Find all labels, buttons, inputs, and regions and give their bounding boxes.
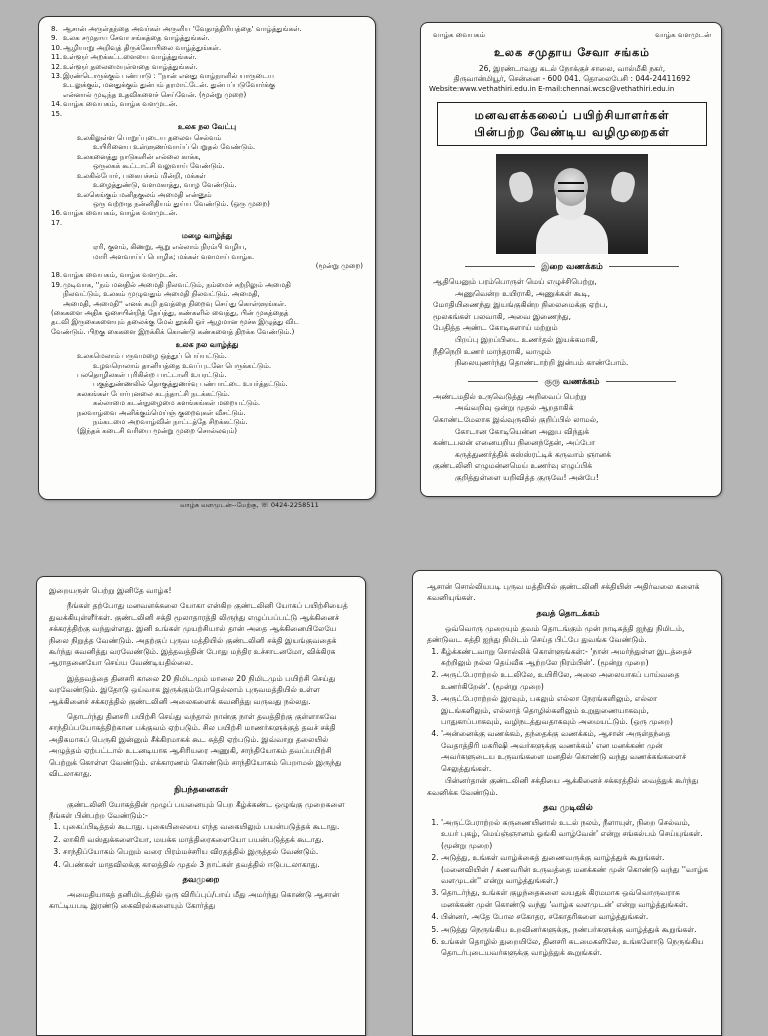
list-item: 3. தொடர்ந்து, உங்கள் குழந்தைகளை வயதுக் கிரமமாக ஒவ்வொருவராக மனக்கண் முன் கொண்டு வந்து 'வாழ்க வளமுடன்' என்று வாழ்த்துங்கள். xyxy=(441,887,709,910)
list-item: 3. சாந்திப்யோகம் பெறும் வரை பிரம்மச்சரிய விரதத்தில் இருத்தல் வேண்டும். xyxy=(63,846,353,857)
verse-line: உழைத்துண்டு, வளமகாத்து, வாழ வேண்டும். xyxy=(93,181,237,190)
meditation-start-list xyxy=(427,646,709,774)
line-number: 9. xyxy=(51,34,58,43)
glasses xyxy=(558,182,584,192)
numbered-line xyxy=(51,100,363,109)
numbered-line xyxy=(51,72,363,81)
guru-photo xyxy=(496,154,648,254)
item-17-number: 17. xyxy=(51,218,63,227)
list-item: 2. அடுத்து, உங்கள் வாழ்க்கைத் துணைவருக்கு வாழ்த்துக் கூறுங்கள். (மனைவியின் / கணவரின் உருவத்தை மனக்கண் முன் கொண்டு வந்து ''வாழ்க வளமுடன்'' என்று வாழ்த்துங்கள்.) xyxy=(441,852,709,886)
meditation-start-heading: தவத் தொடக்கம் xyxy=(536,608,600,619)
booklet-title xyxy=(437,102,707,146)
line-text: உள்ளூர் தலைமையுள்ளதை வாழ்த்துங்கள். xyxy=(63,62,198,71)
list-item: 2. அருட்பேராற்றல் உடலிலே, உயிரிலே, அலை அலையாகப் பாய்வதை உணர்கிறேன்'. (மூன்று முறை) xyxy=(441,669,709,692)
invocation-verse xyxy=(433,276,711,369)
note-line: வேண்டும். பிறகு கைகளை இறக்கிக் கொண்டு கண்களைத் திறக்க வேண்டும்.) xyxy=(51,327,295,336)
greeting-left: வாழ்க வையகம் xyxy=(433,31,486,39)
raised-hand-right xyxy=(609,170,638,204)
item-16: 16.வாழ்க வையகம், வாழ்க வளமுடன். xyxy=(51,209,178,218)
verse-line: உலகெங்கும் மனிதகுலம் அமைதி என்னும் xyxy=(77,190,212,199)
verse-line: ஆதியெனும் பரம்பொருள் மெய் எழுச்சிபெற்று, xyxy=(433,277,597,286)
line-text: வாழ்க வையகம், வாழ்க வளமுடன். xyxy=(63,100,178,109)
page-panel-prayers xyxy=(38,16,376,500)
verse-line: பிறப்பு இறப்பிடை உணர்தல் இயக்கமாகி, xyxy=(455,334,599,344)
title-line-2: பின்பற்ற வேண்டிய வழிமுறைகள் xyxy=(474,125,670,139)
line-text: முடிவாக, ''நம் மனதில் அமைதி நிலவட்டும், நம்மைச் சுற்றிலும் அமைதி xyxy=(63,280,291,289)
paragraph-2: இத்தவத்தை தினசரி காலை 20 நிமிடமும் மாலை 20 நிமிடமும் பயிற்சி செய்து வரவேண்டும். இதோடு ஒய்வாக இருக்கும்போதெல்லாம் புருவமத்தியில் உள்ள ஆக்கினைச் சக்கரத்தில் குண்டலினி அலைகளைக் கவனித்து வருவது நல்லது. xyxy=(49,673,336,706)
list-item: 2. லாகிரி வஸ்துக்களையோ, மயக்க மாத்திரைகளையோ பயன்படுத்தக் கூடாது. xyxy=(63,834,353,845)
verse-line: குறித்துள்ளை யறிவித்த குருவே! அன்பே! xyxy=(455,472,599,482)
address-line-2: திருவான்மியூர், சென்னை - 600 041. தொலைபேசி : 044-24411692 xyxy=(453,74,691,83)
line-number: 10. xyxy=(51,43,63,52)
verse-line: மூலகங்கள் பலவாகி, அவை இணைந்து, xyxy=(433,311,571,321)
line-number: 11. xyxy=(51,53,63,62)
item-19-closing xyxy=(51,281,363,309)
line-text: ஆழியாறு அறிவுத் திருக்கோயிலை வாழ்த்துங்கள். xyxy=(63,43,222,52)
verse-line: மோதியிணைந்து இயங்குகின்ற நிலைமைக்கு ஏற்ப, xyxy=(433,300,608,310)
page-panel-cover xyxy=(420,22,722,497)
verse-line: நிலையுணர்ந்து தொண்டாற்றி இன்பம் காண்போம். xyxy=(455,358,629,368)
verse-line: பகுத்துண்ணலில் தொகுத்துணர்வு பண்பாட்டை உயர்த்தட்டும். xyxy=(93,380,288,389)
closing-line xyxy=(51,290,363,299)
line-number: 14. xyxy=(51,100,63,109)
verse-line: ஒரு வற்றாத நன்னிதியம் துய்ய வேண்டும். (ஒரு முறை) xyxy=(93,199,270,208)
meditation-intro: ஆசான் சொல்லியபடி புருவ மத்தியில் குண்டலினி சக்தியின் அதிர்வலை களைக் கவனியுங்கள். xyxy=(427,582,700,603)
verse-line: கோடான கோடியென்ன அனுப விந்துக் xyxy=(455,426,590,436)
line-number: 12. xyxy=(51,62,63,71)
meditation-end-heading: தவ முடிவில் xyxy=(543,802,593,813)
title-line-1: மனவளக்கலைப் பயிற்சியாளர்கள் xyxy=(474,108,670,122)
conditions-heading: நிபந்தனைகள் xyxy=(174,784,228,795)
item-18: 18.வாழ்க வையகம், வாழ்க வளமுடன். xyxy=(51,271,178,280)
conditions-list xyxy=(49,821,353,870)
list-item: 1. புகைப்பிடித்தல் கூடாது. புகையிலையை எந்த வகையிலும் பயன்படுத்தக் கூடாது. xyxy=(63,821,353,832)
verse-line: அவ்வறிவு ஒன்று முதல் ஆறதாகிக் xyxy=(455,403,574,413)
numbered-line xyxy=(51,91,363,100)
list-item: 4. பெண்கள் மாதவிலக்கு காலத்தில் முதல் 3 நாட்கள் தவத்தில் ஈடுபடலாகாது. xyxy=(63,859,353,870)
line-number: 8. xyxy=(51,25,58,33)
paragraph-3: தொடர்ந்து தினசரி பயிற்சி செய்து வந்தால் நான்கு நாள் தவத்திற்கு குள்ளாகவே சாந்திப்பயோகத்திற்கான பக்குவம் ஏற்படும். சில பயிற்சி மாணர்களுக்குத் தவச் சக்தி அதிகமாகப் பெருகி இன்னும் சீக்கிரமாகக் கூட சுத்தி ஏற்படும். இவ்வாறு தலையில் அழுத்தம் ஏற்பட்டால் உடனடியாக ஆசிரியரை அணுகி, சாந்தியோகம் தவப்பயிற்சி பெற்றுக் கொள்ள வேண்டும். எக்காரணம் கொண்டும் சாந்தியோகம் பெறாமல் இருந்து விடலாகாது. xyxy=(49,712,342,779)
verse-line: உலகனைத்து நாடுகளின் எல்லை காக்க, xyxy=(77,152,201,161)
world-peace-verse xyxy=(51,134,363,209)
header-greetings xyxy=(433,31,711,40)
verse-line: கொண்டமேலாக இவ்வுருவில் குறிப்பில் லாமல், xyxy=(433,414,599,424)
numbered-line xyxy=(51,34,363,43)
verse-line: (மூன்று முறை) xyxy=(315,261,363,270)
line-text: இரண்டொருக்கும் பண்பாடு : ''நான் எனது வாழ்நாளில் யாருடைய xyxy=(63,72,274,81)
numbered-line xyxy=(51,63,363,72)
world-welfare-heading: உலக நல வாழ்த்து xyxy=(175,340,239,350)
page-panel-meditation xyxy=(412,570,722,1036)
line-text: நிலவட்டும், உலகம் முழுவதும் அமைதி நிலவட்டும். அமைதி, xyxy=(63,290,260,299)
robe xyxy=(536,214,608,254)
organization-name: உலக சமுதாய சேவா சங்கம் xyxy=(493,46,651,59)
paragraph-1: நீங்கள் தற்போது மனவளக்கலை யோகா என்கிற குண்டலினி யோகப் பயிற்சியைத் துவக்கியுள்ளீர்கள். குண்டலினி சக்தி மூலாதாரத்தி லிருந்து எழுப்பப்பட்டு ஆக்கினைச் சக்கரத்திற்கு வந்துள்ளது. இனி உங்கள் முயற்சியால் தான் அதை ஆக்கினையிலேயே நிலை நிறுத்த வேண்டும். அதற்குப் புருவ மத்தியில் குண்டலினி சக்தி இயங்குவதைக் கூர்ந்து கவனித்து வரவேண்டும். இத்தவத்தின் போது மந்திர உச்சாடனமோ, விக்கிரக ஆராதனையோ செய்ய வேண்டியதில்லை. xyxy=(49,601,348,668)
method-heading: தவமுறை xyxy=(182,874,220,885)
verse-line: மாரி அளவாய்ப் பொழிக; மக்கள் வளமாய் வாழ்க. xyxy=(93,252,255,261)
rain-blessing-heading: மழை வாழ்த்து xyxy=(181,231,233,241)
verse-line: கல்லாமை கடன்நுழைமை களங்கங்கள் மறையட்டும். xyxy=(93,399,261,408)
greeting-right: வாழ்க வளமுடன் xyxy=(655,31,711,39)
verse-line: உழவரொலாம் தானியத்தை உவப்புடனே பெருக்கட்டும். xyxy=(93,361,272,370)
note-line: (கைகளை அதிக ஓசையின்றித் தேய்த்து, கண்களில் வைத்து, பின் முகத்தைத் xyxy=(51,308,289,317)
verse-line: நீதிநெறி உணர் மாந்தராகி, வாழும் xyxy=(433,346,552,356)
invocation-heading: இறை வணக்கம் xyxy=(433,262,711,273)
list-item: 4. 'அன்னைக்கு வணக்கம், தந்தைக்கு வணக்கம், ஆசான் அருள்தந்தை வேதாத்திரி மகரிஷி அவர்களுக்கு வணக்கம்' என மனக்கண் முன் அவர்களுடைய உருவங்களை மனதில் கொண்டு வந்து வணக்கங்களைச் செலுத்துங்கள். xyxy=(441,728,709,774)
panel1-footer: வாழ்க வளமுடன்--மேற்கு, ☏ 0424-2258511 xyxy=(180,501,319,509)
meditation-start-para: ஒவ்வொரு முறையும் தவம் தொடங்கும் முன் நாடிசுத்தி ஐந்து நிமிடம், தண்டுவட சுத்தி ஐந்து நிமிடம் செய்த பிட்பே துவங்க வேண்டும். xyxy=(427,623,685,645)
world-peace-heading: உலக நல வேட்பு xyxy=(177,122,237,132)
verse-line: (இந்தக் கடைசி வரியை மூன்று முறை சொல்லவும்) xyxy=(77,427,237,436)
verse-line: குண்டலினி எழுமன்னமெய் உணர்வு எழுப்பிக் xyxy=(433,461,593,471)
numbered-line xyxy=(51,53,363,62)
verse-line: உலகமெலாம் பருவமழை ஒத்துப் பெய்யட்டும். xyxy=(77,352,227,361)
raised-hand-left xyxy=(507,170,536,204)
closing-line xyxy=(51,281,363,290)
numbered-line xyxy=(51,81,363,90)
verse-line: நம்கடமை அறவாழ்வின் நாட்டத்தே சிறக்கட்டும். xyxy=(93,418,248,427)
verse-line: உயிரினைய உள்ளுணர்வாய்ப் பெறுதல் வேண்டும். xyxy=(93,143,256,152)
verse-line: கலகங்கள் போர்புனலை கடந்தாட்சி நடக்கட்டும். xyxy=(77,389,230,398)
closing-instruction-note xyxy=(51,309,363,337)
page-panel-instructions xyxy=(36,576,366,1036)
item-15-number: 15. xyxy=(51,109,63,118)
verse-line: கருத்துணர்த்திக் கஸ்ஸ்ரட்டிக் கருவாம் ஞானக் xyxy=(455,449,611,459)
verse-line: உலகில்போர், பகையச்சம் மின்றி, மக்கள் xyxy=(77,171,206,180)
conditions-intro: குண்டலினி யோகத்தின் முழுப் பயனையும் பெற கீழ்க்கண்ட ஒழுங்கு முறைகளை நீங்கள் பின்பற்ற வேண்டும்:- xyxy=(49,799,345,820)
verse-line: பேதித்த அண்ட கோடிகளாய் மற்றும் xyxy=(433,323,558,333)
verse-line: அணுவென்ற உயிராகி, அணுக்கள் கூடி, xyxy=(455,288,590,298)
list-item: 1. 'அருட்பேராற்றல் கருணையினால் உடல் நலம், நீளாயுள், நிறை செல்வம், உயர் புகழ், மெய்ஞ்ஞானம் ஓங்கி வாழ்வேன்' என்று சங்கல்பம் செய்யுங்கள். (மூன்று முறை) xyxy=(441,817,709,851)
closing-line xyxy=(51,300,363,309)
line-text: ஆசான் அருள்தந்தை அவர்கள் அருளிய 'வேதாத்திரியத்தை' வாழ்த்துங்கள். xyxy=(63,25,302,33)
line-number: 13. xyxy=(51,72,63,81)
line-number: 19. xyxy=(51,280,63,289)
guru-salutation-heading: குரு வணக்கம் xyxy=(433,377,711,388)
line-text: அமைதி, அமைதி'' எனக் கூறி தவத்தை நிறைவு செய்து கொள்ளுங்கள். xyxy=(63,299,287,308)
method-text: அமைதியாகத் தனிமிடத்தில் ஒரு விரிப்புப்/பாய் மீது அமர்ந்து கொண்டு ஆசான் காட்டியபடி இரண்டு கைவிரல்களையும் கோர்த்து xyxy=(49,889,340,911)
list-item: 1. கீழ்க்கண்டவாறு சொல்லிக் கொள்ளுங்கள்:- 'நான் அமர்ந்துள்ள இடத்தைச் சுற்றிலும் நல்ல தெய்வீக ஆற்றலே நிரம்பின்'. (மூன்று முறை) xyxy=(441,646,709,669)
verse-line: ஏரி, குளம், கிணறு, ஆறு எல்லாம் நிரம்பி வழிய, xyxy=(93,243,247,252)
list-item: 4. பின்னர், அதே போல சகோதர, சகோதரிகளை வாழ்த்துங்கள். xyxy=(441,911,709,922)
list-item: 6. உங்கள் தொழில் துறையிலே, தினசரி சுடமைகளிலே, உங்களோடு நெருங்கிய தொடர்புடையவர்களுக்கு வாழ்த்துக் கூறுங்கள். xyxy=(441,936,709,959)
note-line: தடவி இருகைகளையும் தலைக்கு மேல் தூக்கி ஓர் ஆழமான மூச்சு இழுத்து விட xyxy=(51,318,299,327)
rain-blessing-verse xyxy=(51,243,363,271)
verse-line: ஒருலகக் கூட்டாட்சி வலுவாய் வேண்டும். xyxy=(93,162,225,171)
meditation-end-list xyxy=(427,817,709,959)
line-text: உலக சமுதாய சேவா சங்கத்தை வாழ்த்துங்கள். xyxy=(63,34,210,43)
address-line-1: 26, இரண்டாவது கடல் நோக்குச் சாலை, வால்மீகி நகர், xyxy=(478,64,666,73)
numbered-line xyxy=(51,44,363,53)
numbered-list-8-14 xyxy=(51,25,363,110)
website-email: Website:www.vethathiri.edu.in E-mail:chennai.wcsc@vethathiri.edu.in xyxy=(429,85,675,93)
numbered-line xyxy=(51,25,363,34)
verse-line: அண்டமதில் உருவெடுத்து அறிவைப் பெற்று xyxy=(433,391,587,401)
blessing-greeting: இறையருள் பெற்று இனிதே வாழ்க! xyxy=(49,586,172,595)
verse-line: பலதொழிலகள் புரிகின்ற பாட்டாளி உயரட்டும். xyxy=(77,371,227,379)
list-item: 3. அருட்பேராற்றல் இரவும், பகலும் எல்லா நேரங்களிலும், எல்லா இடங்களிலும், எல்லாத் தொழில்களிலும் உறுதுணையாகவும், பாதுகாப்பாகவும், வழிநடத்துவதாகவும் அமையட்டும். (ஒரு முறை) xyxy=(441,693,709,727)
verse-line: நலவாழ்வை அனிக்கும்மெய்ஞ் குறைவுகள் வீசட்டும். xyxy=(77,408,246,417)
line-text: உடலுக்கும், மனதுக்கும் துன்பம் தரமாட்டேன். துன்பப்படுவோர்க்கு xyxy=(63,81,275,90)
verse-line: கண்டபலன் எனையறிய நினைந்தேன், அப்போ xyxy=(433,438,596,448)
verse-line: உலகிலுள்ள பொறுப்புடைய தலைவ செல்வம் xyxy=(77,134,222,143)
list-item: 5. அடுத்து நெருங்கிய உறவினர்களுக்கு, நண்பர்களுக்கு வாழ்த்துக் கூறுங்கள். xyxy=(441,924,709,935)
world-welfare-verse xyxy=(51,352,363,437)
meditation-focus-para: பின்னர்தான் குண்டலினி சக்தியை ஆக்கினைச் சக்கரத்தில் வைத்துக் கூர்ந்து கவனிக்க வேண்டும். xyxy=(427,776,699,797)
guru-salutation-verse xyxy=(433,391,711,484)
line-text: உள்ளூர் அறக்கட்டளையை வாழ்த்துங்கள். xyxy=(63,53,197,62)
line-text: என்னால் முடிந்த உதவிகளைச் செய்வேன். (மூன்று முறை) xyxy=(63,90,247,99)
